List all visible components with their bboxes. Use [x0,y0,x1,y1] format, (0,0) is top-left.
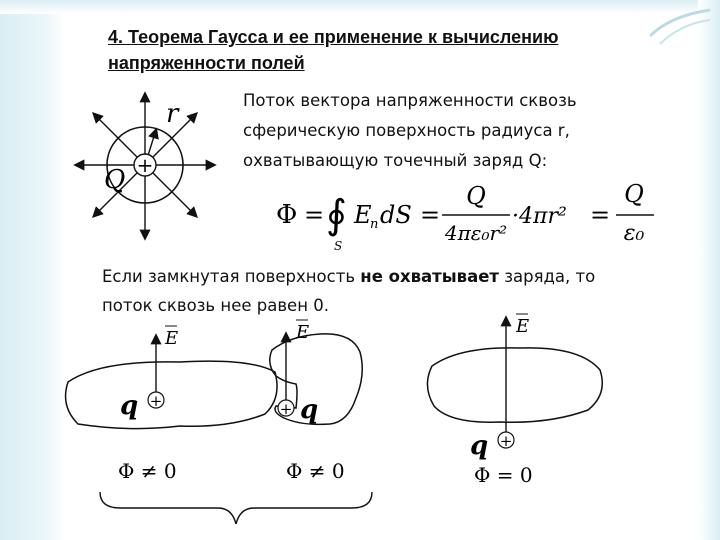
surface-3 [427,314,602,487]
plus-sign-3: + [499,432,513,450]
title-line-1: 4. Теорема Гаусса и ее применение к вычислению [108,27,559,47]
note-line-2: поток сквозь нее равен 0. [102,296,329,315]
plus-sign-1: + [149,392,163,410]
plus-sign: + [136,153,154,177]
surface-2 [270,320,363,483]
formula-times: ·4πr² [512,204,567,229]
slide-title [108,24,668,76]
formula-eq1: = [304,201,325,229]
title-line-2: напряженности полей [108,53,305,73]
frac1-num: Q [466,182,486,210]
frac2-den: ε₀ [623,221,645,246]
desc-line-2: сферическую поверхность радиуса r, [243,121,570,140]
closed-surface-1 [66,361,278,428]
flux-description [243,86,683,176]
formula-n: n [370,217,379,232]
formula-eq3: = [590,201,611,229]
flux-label-2: Φ ≠ 0 [286,459,345,483]
charge-label-Q: Q [104,165,126,195]
surface-1 [66,326,278,483]
flux-label-1: Φ ≠ 0 [118,459,177,483]
desc-line-3: охватывающую точечный заряд Q: [243,151,548,170]
vector-label-2: E [296,322,310,343]
note-text-1: Если замкнутая поверхность [102,267,361,286]
charge-label-3: q [470,431,489,461]
frac2-num: Q [624,180,644,208]
vector-label-3: E [516,316,530,337]
frac1-den: 4πε₀r² [444,221,508,245]
formula-phi: Φ [276,200,298,230]
plus-sign-2: + [279,400,293,418]
surfaces-figure [60,310,660,540]
note-text-2: заряда, то [499,267,596,286]
flux-label-3: Φ = 0 [474,463,533,487]
charge-label-1: q [120,391,139,421]
slide-frame-top [0,0,720,14]
slide-frame-left [0,0,64,540]
formula-dS: dS [380,201,412,229]
formula-oint: ∮ [326,192,347,238]
closed-surface-3 [427,348,602,422]
grouping-brace [100,492,372,524]
radius-label-r: r [166,99,179,129]
note-bold-text: не охватывает [360,267,499,286]
vector-label-1: E [165,328,179,349]
gauss-formula [272,176,672,256]
charge-label-2: q [300,395,319,425]
sphere-field-figure [70,88,220,248]
formula-E: E [354,201,372,229]
note-line-1 [102,262,702,291]
formula-subscript-s: S [334,239,343,253]
desc-line-1: Поток вектора напряженности сквозь [243,91,577,110]
formula-eq2: = [420,201,441,229]
